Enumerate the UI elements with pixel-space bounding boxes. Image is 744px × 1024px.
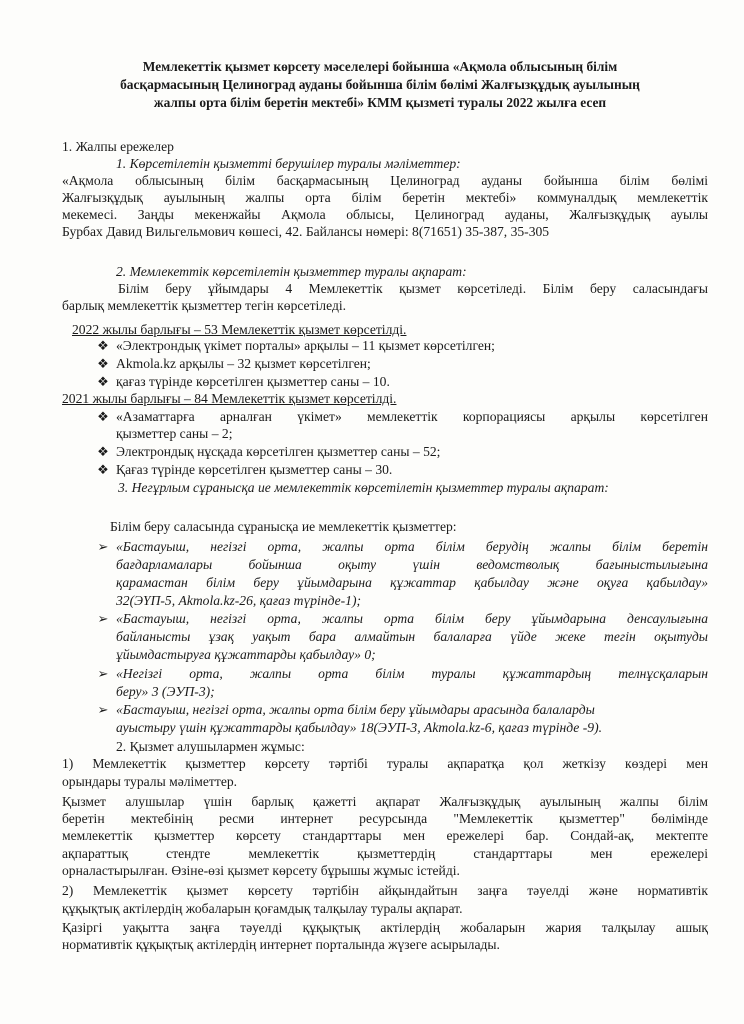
paragraph-line: Бурбах Давид Вильгельмович көшесі, 42. Байлансы нөмері: 8(71651) 35-387, 35-305 (62, 224, 550, 239)
title-line: Мемлекеттік қызмет көрсету мәселелері бойынша «Ақмола облысының білім (142, 59, 618, 74)
paragraph-line: құқықтық актілердің жобаларын қоғамдық талқылау туралы ақпарат. (62, 901, 463, 916)
subsection-heading: 1. Көрсетілетін қызметті берушілер туралы мәліметтер: (116, 156, 461, 171)
section-heading: 1. Жалпы ережелер (62, 139, 174, 154)
paragraph-line: Қызмет алушылар үшін барлық қажетті ақпарат Жалғызқұдық ауылының жалпы білім (62, 794, 708, 809)
paragraph-line: ақпараттық стендте мемлекеттік қызметтердің стандарттары мен ережелері (62, 846, 708, 861)
list-item: «Негізгі орта, жалпы орта білім туралы құжаттардың телнұсқаларын (116, 666, 708, 681)
subsection-heading: 3. Негұрлым сұранысқа ие мемлекеттік көрсетілетін қызметтер туралы ақпарат: (118, 480, 609, 495)
list-item: қағаз түрінде көрсетілген қызметтер саны – 10. (116, 374, 390, 389)
list-item: «Бастауыш, негізгі орта, жалпы орта білім беру ұйымдары арасында балаларды (116, 702, 595, 717)
paragraph-line: Жалғызқұдық ауылының жалпы орта білім беретін мектебі» коммуналдық мемлекеттік (62, 190, 708, 205)
list-item: Электрондық нұсқада көрсетілген қызметтер саны – 52; (116, 444, 441, 459)
paragraph-line: Білім беру саласында сұранысқа ие мемлекеттік қызметтер: (110, 519, 457, 534)
list-item-continuation: 32(ЭҮП-5, Akmola.kz-26, қағаз түрінде-1); (116, 593, 362, 608)
paragraph-line: 1) Мемлекеттік қызметтер көрсету тәртібі туралы ақпаратқа қол жеткізу көздері мен (62, 756, 708, 771)
diamond-bullet-icon: ❖ (97, 444, 109, 459)
summary-2021: 2021 жылы барлығы – 84 Мемлекеттік қызмет көрсетілді. (62, 391, 397, 406)
section-heading: 2. Қызмет алушылармен жұмыс: (116, 739, 305, 754)
paragraph-line: орындары туралы мәліметтер. (62, 774, 238, 789)
list-item-continuation: қызметтер саны – 2; (116, 426, 233, 441)
title-line: жалпы орта білім беретін мектебі» КММ қызметі туралы 2022 жылға есеп (153, 95, 607, 110)
list-item: «Бастауыш, негізгі орта, жалпы орта білім беру ұйымдарына денсаулығына (116, 611, 708, 626)
list-item: «Электрондық үкімет порталы» арқылы – 11 қызмет көрсетілген; (116, 338, 495, 353)
list-item: «Бастауыш, негізгі орта, жалпы орта білім берудің жалпы білім беретін (116, 539, 708, 554)
list-item-continuation: байланысты ұзақ уақыт бара алмайтын балаларға үйде жеке тегін оқытуды (116, 629, 708, 644)
paragraph-line: Қазіргі уақытта заңға тәуелді құқықтық актілердің жобаларын жария талқылау ашық (62, 920, 708, 935)
paragraph-line: беретін мектебінің ресми интернет ресурсында "Мемлекеттік қызметтер" бөлімінде (62, 811, 708, 826)
arrow-bullet-icon: ➢ (97, 611, 109, 626)
list-item-continuation: беру» 3 (ЭУП-3); (116, 684, 215, 699)
summary-2022: 2022 жылы барлығы – 53 Мемлекеттік қызмет көрсетілді. (72, 322, 407, 337)
paragraph-line: мекемесі. Заңды мекенжайы Ақмола облысы, Целиноград ауданы, Жалғызқұдық ауылы (62, 207, 708, 222)
subsection-heading: 2. Мемлекеттік көрсетілетін қызметтер туралы ақпарат: (116, 264, 467, 279)
list-item-continuation: ұйымдастыруға құжаттарды қабылдау» 0; (116, 647, 376, 662)
document-title (60, 58, 700, 112)
list-item: «Азаматтарға арналған үкімет» мемлекеттік корпорациясы арқылы көрсетілген (116, 409, 708, 424)
list-item-continuation: ауыстыру үшін құжаттарды қабылдау» 18(ЭУП-3, Akmola.kz-6, қағаз түрінде -9). (116, 720, 602, 735)
diamond-bullet-icon: ❖ (97, 462, 109, 477)
diamond-bullet-icon: ❖ (97, 409, 109, 424)
arrow-bullet-icon: ➢ (97, 666, 109, 681)
paragraph-line: барлық мемлекеттік қызметтер тегін көрсетіледі. (62, 298, 347, 313)
arrow-bullet-icon: ➢ (97, 702, 109, 717)
list-item: Қағаз түрінде көрсетілген қызметтер саны – 30. (116, 462, 393, 477)
arrow-bullet-icon: ➢ (97, 539, 109, 554)
paragraph-line: орналастырылған. Өзіне-өзі қызмет көрсету бұрышы жұмыс істейді. (62, 863, 460, 878)
title-line: басқармасының Целиноград ауданы бойынша білім бөлімі Жалғызқұдық ауылының (120, 77, 640, 92)
list-item-continuation: қарамастан білім беру ұйымдарына құжаттар қабылдау және оқуға қабылдау» (116, 575, 708, 590)
paragraph-line: 2) Мемлекеттік қызмет көрсету тәртібін айқындайтын заңға тәуелді және нормативтік (62, 883, 708, 898)
paragraph-line: Білім беру ұйымдары 4 Мемлекеттік қызмет көрсетіледі. Білім беру саласындағы (118, 281, 708, 296)
diamond-bullet-icon: ❖ (97, 356, 109, 371)
diamond-bullet-icon: ❖ (97, 374, 109, 389)
list-item: Akmola.kz арқылы – 32 қызмет көрсетілген; (116, 356, 371, 371)
diamond-bullet-icon: ❖ (97, 338, 109, 353)
paragraph-line: нормативтік құқықтық актілердің интернет порталында жүзеге асырылады. (62, 937, 500, 952)
paragraph-line: мемлекеттік қызметтер көрсету стандарттары мен ережелері бар. Сондай-ақ, мектепте (62, 828, 708, 843)
paragraph-line: «Ақмола облысының білім басқармасының Целиноград ауданы бойынша білім бөлімі (62, 173, 708, 188)
list-item-continuation: бағдарламалары бойынша оқыту үшін ведомстволық бағыныстылығына (116, 557, 708, 572)
